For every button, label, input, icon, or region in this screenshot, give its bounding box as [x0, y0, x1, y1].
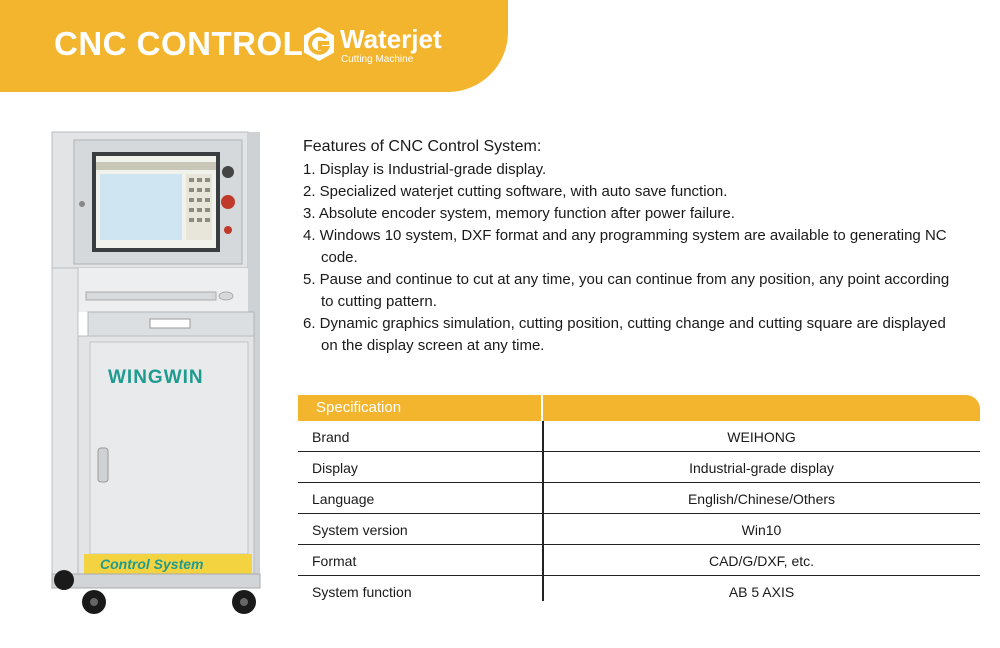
logo-subtitle: Cutting Machine [341, 54, 414, 65]
feature-item [303, 203, 963, 225]
waterjet-logo-icon [302, 26, 336, 62]
features-title: Features of CNC Control System: [303, 138, 542, 155]
header-banner [0, 0, 508, 92]
logo-word: Waterjet [340, 24, 442, 54]
spec-value: AB 5 AXIS [728, 584, 795, 600]
features-section [303, 138, 963, 357]
spec-header-label: Specification [316, 399, 402, 416]
spec-value: English/Chinese/Others [687, 491, 836, 507]
table-row [298, 514, 980, 545]
feature-item [303, 313, 963, 357]
spec-value: CAD/G/DXF, etc. [708, 553, 815, 569]
spec-table [298, 421, 980, 606]
feature-item [303, 269, 963, 313]
feature-item [303, 181, 963, 203]
feature-item [303, 159, 963, 181]
feature-text: 3. Absolute encoder system, memory function after power failure. [303, 205, 735, 222]
table-row [298, 452, 980, 483]
spec-table-header [298, 395, 980, 421]
cabinet-brand-label: WINGWIN [108, 367, 204, 388]
spec-column-divider [542, 421, 544, 601]
feature-text: 6. Dynamic graphics simulation, cutting position, cutting change and cutting square are displayed on the display screen at any time. [303, 315, 946, 354]
waterjet-logo [302, 24, 452, 70]
feature-text: 4. Windows 10 system, DXF format and any programming system are available to generating NC code. [303, 227, 947, 266]
feature-text: 2. Specialized waterjet cutting software, with auto save function. [303, 183, 728, 200]
feature-text: 5. Pause and continue to cut at any time, you can continue from any position, any point according to cutting pattern. [303, 271, 950, 310]
spec-header-divider [541, 395, 543, 421]
table-row [298, 421, 980, 452]
table-row [298, 483, 980, 514]
cnc-cabinet-illustration [48, 126, 278, 626]
table-row [298, 545, 980, 576]
spec-key: Language [312, 491, 375, 507]
spec-key: Brand [312, 429, 350, 445]
page-title: CNC CONTROL [54, 25, 304, 62]
feature-text: 1. Display is Industrial-grade display. [303, 161, 547, 178]
spec-value: WEIHONG [727, 429, 796, 445]
features-list [303, 159, 963, 357]
spec-key: System version [312, 522, 408, 538]
spec-key: Format [312, 553, 357, 569]
spec-key: System function [312, 584, 412, 600]
feature-item [303, 225, 963, 269]
table-row [298, 576, 980, 606]
spec-value: Industrial-grade display [689, 460, 834, 476]
cabinet-panel-label: Control System [100, 556, 204, 572]
spec-value: Win10 [741, 522, 782, 538]
spec-key: Display [312, 460, 358, 476]
